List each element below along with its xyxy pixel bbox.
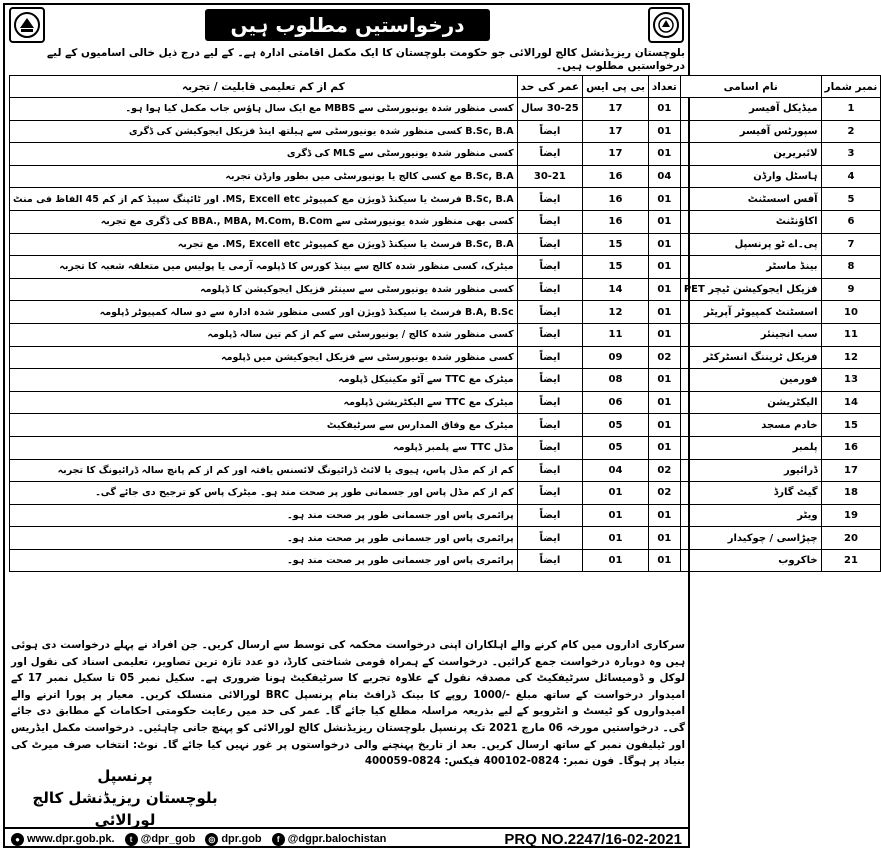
cell-qualification: کم از کم مڈل پاس اور جسمانی طور پر صحت مند ہو۔ میٹرک پاس کو ترجیح دی جائے گی۔ bbox=[10, 482, 518, 505]
cell-quantity: 02 bbox=[648, 482, 680, 505]
table-header-row bbox=[10, 76, 881, 98]
twitter-link[interactable] bbox=[125, 833, 196, 846]
cell-bps: 09 bbox=[583, 346, 649, 369]
cell-qualification: پرائمری پاس اور جسمانی طور پر صحت مند ہو۔ bbox=[10, 527, 518, 550]
cell-age-limit: ایضاً bbox=[517, 301, 582, 324]
cell-post-name: سپورٹس آفیسر bbox=[680, 120, 821, 143]
cell-sr: 18 bbox=[821, 482, 881, 505]
cell-qualification: B.Sc, B.A فرسٹ یا سیکنڈ ڈویژن مع کمپیوٹر MS, Excell etc. مع تجربہ bbox=[10, 233, 518, 256]
cell-qualification: کسی منظور شدہ یونیورسٹی سے فزیکل ایجوکیشن میں ڈپلومہ bbox=[10, 346, 518, 369]
cell-post-name: الیکٹریشن bbox=[680, 391, 821, 414]
cell-bps: 17 bbox=[583, 98, 649, 121]
cell-age-limit: ایضاً bbox=[517, 346, 582, 369]
cell-qualification: پرائمری پاس اور جسمانی طور پر صحت مند ہو۔ bbox=[10, 549, 518, 572]
cell-bps: 05 bbox=[583, 414, 649, 437]
cell-quantity: 01 bbox=[648, 436, 680, 459]
cell-quantity: 01 bbox=[648, 369, 680, 392]
cell-sr: 17 bbox=[821, 459, 881, 482]
cell-post-name: خادم مسجد bbox=[680, 414, 821, 437]
cell-qualification: میٹرک مع وفاق المدارس سے سرٹیفکیٹ bbox=[10, 414, 518, 437]
cell-qualification: میٹرک مع TTC سے آٹو مکینیکل ڈپلومہ bbox=[10, 369, 518, 392]
table-row bbox=[10, 165, 881, 188]
cell-age-limit: ایضاً bbox=[517, 391, 582, 414]
cell-quantity: 04 bbox=[648, 165, 680, 188]
header-sr: نمبر شمار bbox=[821, 76, 881, 98]
cell-sr: 14 bbox=[821, 391, 881, 414]
cell-bps: 16 bbox=[583, 210, 649, 233]
cell-qualification: مڈل TTC سے پلمبر ڈپلومہ bbox=[10, 436, 518, 459]
cell-post-name: فزیکل ایجوکیشن ٹیچر PET bbox=[680, 278, 821, 301]
cell-sr: 11 bbox=[821, 323, 881, 346]
social-links bbox=[11, 833, 396, 846]
cell-quantity: 01 bbox=[648, 323, 680, 346]
cell-age-limit: ایضاً bbox=[517, 210, 582, 233]
cell-post-name: ہاسٹل وارڈن bbox=[680, 165, 821, 188]
cell-qualification: کسی منظور شدہ یونیورسٹی سے MLS کی ڈگری bbox=[10, 143, 518, 166]
government-logo bbox=[648, 7, 684, 43]
college-logo bbox=[9, 7, 45, 43]
table-row bbox=[10, 323, 881, 346]
college-crest-icon bbox=[12, 10, 42, 40]
cell-quantity: 01 bbox=[648, 188, 680, 211]
cell-qualification: میٹرک مع TTC سے الیکٹریشن ڈپلومہ bbox=[10, 391, 518, 414]
cell-quantity: 01 bbox=[648, 120, 680, 143]
cell-sr: 9 bbox=[821, 278, 881, 301]
instagram-icon: ◎ bbox=[205, 833, 218, 846]
cell-sr: 16 bbox=[821, 436, 881, 459]
cell-sr: 21 bbox=[821, 549, 881, 572]
government-seal-icon bbox=[651, 10, 681, 40]
cell-sr: 19 bbox=[821, 504, 881, 527]
cell-bps: 17 bbox=[583, 143, 649, 166]
cell-qualification: B.Sc, B.A مع کسی کالج یا یونیورسٹی میں بطور وارڈن تجربہ bbox=[10, 165, 518, 188]
cell-bps: 17 bbox=[583, 120, 649, 143]
cell-sr: 7 bbox=[821, 233, 881, 256]
signature-title: پرنسپل bbox=[97, 767, 153, 785]
cell-bps: 08 bbox=[583, 369, 649, 392]
vacancy-table bbox=[9, 75, 881, 572]
cell-bps: 01 bbox=[583, 504, 649, 527]
twitter-text: @dpr_gob bbox=[140, 833, 196, 845]
cell-post-name: لائبریرین bbox=[680, 143, 821, 166]
table-row bbox=[10, 188, 881, 211]
table-row bbox=[10, 278, 881, 301]
cell-qualification: پرائمری پاس اور جسمانی طور پر صحت مند ہو۔ bbox=[10, 504, 518, 527]
cell-quantity: 02 bbox=[648, 459, 680, 482]
cell-bps: 15 bbox=[583, 256, 649, 279]
cell-post-name: میڈیکل آفیسر bbox=[680, 98, 821, 121]
cell-quantity: 01 bbox=[648, 549, 680, 572]
cell-sr: 10 bbox=[821, 301, 881, 324]
cell-age-limit: ایضاً bbox=[517, 436, 582, 459]
cell-post-name: سب انجینئر bbox=[680, 323, 821, 346]
cell-bps: 12 bbox=[583, 301, 649, 324]
cell-qualification: کسی منظور شدہ یونیورسٹی سے سینئر فزیکل ایجوکیشن کا ڈپلومہ bbox=[10, 278, 518, 301]
cell-bps: 16 bbox=[583, 165, 649, 188]
cell-post-name: آفس اسسٹنٹ bbox=[680, 188, 821, 211]
signature-organization: بلوچستان ریزیڈنشل کالج لورالائی bbox=[32, 789, 218, 829]
signature-block bbox=[25, 765, 225, 831]
cell-post-name: گیٹ گارڈ bbox=[680, 482, 821, 505]
cell-sr: 1 bbox=[821, 98, 881, 121]
cell-age-limit: ایضاً bbox=[517, 188, 582, 211]
cell-qualification: B.A, B.Sc فرسٹ یا سیکنڈ ڈویژن اور کسی منظور شدہ ادارہ سے دو سالہ کمپیوٹر ڈپلومہ bbox=[10, 301, 518, 324]
header-age: عمر کی حد bbox=[517, 76, 582, 98]
cell-qualification: میٹرک، کسی منظور شدہ کالج سے بینڈ کورس کا ڈپلومہ آرمی یا پولیس میں متعلقہ شعبہ کا تجربہ bbox=[10, 256, 518, 279]
cell-quantity: 01 bbox=[648, 233, 680, 256]
cell-sr: 2 bbox=[821, 120, 881, 143]
cell-quantity: 01 bbox=[648, 98, 680, 121]
cell-qualification: کسی منظور شدہ کالج / یونیورسٹی سے کم از کم تین سالہ ڈپلومہ bbox=[10, 323, 518, 346]
table-row bbox=[10, 459, 881, 482]
cell-age-limit: 30-25 سال bbox=[517, 98, 582, 121]
cell-quantity: 01 bbox=[648, 504, 680, 527]
cell-post-name: خاکروب bbox=[680, 549, 821, 572]
cell-post-name: ویٹر bbox=[680, 504, 821, 527]
cell-sr: 5 bbox=[821, 188, 881, 211]
cell-post-name: پلمبر bbox=[680, 436, 821, 459]
globe-icon: ● bbox=[11, 833, 24, 846]
cell-quantity: 01 bbox=[648, 143, 680, 166]
table-row bbox=[10, 346, 881, 369]
instagram-link[interactable] bbox=[205, 833, 261, 846]
page-title: درخواستیں مطلوب ہیں bbox=[205, 9, 490, 41]
table-row bbox=[10, 391, 881, 414]
cell-age-limit: 30-21 bbox=[517, 165, 582, 188]
cell-sr: 3 bbox=[821, 143, 881, 166]
cell-bps: 15 bbox=[583, 233, 649, 256]
cell-age-limit: ایضاً bbox=[517, 549, 582, 572]
table-row bbox=[10, 98, 881, 121]
cell-post-name: فورمین bbox=[680, 369, 821, 392]
facebook-icon: f bbox=[272, 833, 285, 846]
cell-quantity: 01 bbox=[648, 210, 680, 233]
cell-age-limit: ایضاً bbox=[517, 459, 582, 482]
cell-age-limit: ایضاً bbox=[517, 323, 582, 346]
twitter-icon: t bbox=[125, 833, 138, 846]
cell-bps: 05 bbox=[583, 436, 649, 459]
cell-quantity: 01 bbox=[648, 278, 680, 301]
table-row bbox=[10, 436, 881, 459]
cell-age-limit: ایضاً bbox=[517, 233, 582, 256]
cell-sr: 8 bbox=[821, 256, 881, 279]
cell-post-name: فزیکل ٹریننگ انسٹرکٹر bbox=[680, 346, 821, 369]
cell-bps: 04 bbox=[583, 459, 649, 482]
table-row bbox=[10, 549, 881, 572]
header-bps: بی پی ایس bbox=[583, 76, 649, 98]
cell-age-limit: ایضاً bbox=[517, 527, 582, 550]
cell-sr: 12 bbox=[821, 346, 881, 369]
cell-age-limit: ایضاً bbox=[517, 120, 582, 143]
terms-text: سرکاری اداروں میں کام کرنے والے اہلکاران اپنی درخواست محکمہ کی توسط سے ارسال کریں۔ جن افراد نے پہلے درخواست دی ہوئی ہیں وہ دوبارہ درخواست جمع کرائیں۔ درخواست کے ہمراہ قومی شناختی کارڈ، دو عدد تازہ ترین تصاویر، تعلیمی اسناد کی نقول اور لوکل و ڈومیسائل سرٹیفکیٹ کی مصدقہ نقول کے علاوہ تجربے کا سرٹیفکیٹ ہونا ضروری ہے۔ سکیل نمبر 05 تا سکیل نمبر 17 کے امیدوار درخواست کے ساتھ مبلغ -/1000 روپے کا بینک ڈرافٹ بنام پرنسپل BRC لورالائی منسلک کریں۔ معیار پر پورا اترنے والے امیدواروں کو ٹیسٹ و انٹرویو کے لیے بذریعہ مراسلہ مطلع کیا جائے گا۔ عمر کی حد میں رعایت حکومتی احکامات کے مطابق دی جائے گی۔ درخواستیں مورخہ 06 مارچ 2021 تک پرنسپل بلوچستان ریزیڈنشل کالج لورالائی کو پہنچ جانی چاہئیں۔ درخواست مکمل ایڈریس اور ٹیلیفون نمبر کے ساتھ ارسال کریں۔ بعد از تاریخ پہنچنے والی درخواستوں پر غور نہیں کیا جائے گا۔ نوٹ: انتخاب صرف میرٹ کی بنیاد پر ہوگا۔ فون نمبر: 0824-400102 فیکس: 0824-400059 bbox=[11, 639, 685, 768]
cell-post-name: بینڈ ماسٹر bbox=[680, 256, 821, 279]
website-link[interactable] bbox=[11, 833, 115, 846]
table-row bbox=[10, 256, 881, 279]
cell-sr: 15 bbox=[821, 414, 881, 437]
cell-sr: 6 bbox=[821, 210, 881, 233]
cell-quantity: 02 bbox=[648, 346, 680, 369]
table-row bbox=[10, 369, 881, 392]
cell-age-limit: ایضاً bbox=[517, 369, 582, 392]
table-row bbox=[10, 120, 881, 143]
instagram-text: dpr.gob bbox=[221, 833, 262, 845]
table-row bbox=[10, 143, 881, 166]
cell-age-limit: ایضاً bbox=[517, 504, 582, 527]
bottom-bar bbox=[5, 827, 688, 849]
cell-post-name: چپڑاسی / چوکیدار bbox=[680, 527, 821, 550]
table-row bbox=[10, 414, 881, 437]
cell-quantity: 01 bbox=[648, 414, 680, 437]
cell-bps: 11 bbox=[583, 323, 649, 346]
cell-qualification: کسی بھی منظور شدہ یونیورسٹی سے BBA., MBA, M.Com, B.Com کی ڈگری مع تجربہ bbox=[10, 210, 518, 233]
cell-bps: 14 bbox=[583, 278, 649, 301]
table-row bbox=[10, 527, 881, 550]
advertisement-page bbox=[3, 3, 878, 848]
cell-quantity: 01 bbox=[648, 391, 680, 414]
cell-post-name: ڈرائیور bbox=[680, 459, 821, 482]
cell-qualification: B.Sc, B.A فرسٹ یا سیکنڈ ڈویژن مع کمپیوٹر MS, Excell etc. اور ٹائپنگ سپیڈ کم از کم 45 الفاظ فی منٹ bbox=[10, 188, 518, 211]
website-text: www.dpr.gob.pk. bbox=[27, 833, 115, 845]
cell-qualification: B.Sc, B.A کسی منظور شدہ یونیورسٹی سے ہیلتھ اینڈ فزیکل ایجوکیشن کی ڈگری bbox=[10, 120, 518, 143]
cell-sr: 13 bbox=[821, 369, 881, 392]
cell-quantity: 01 bbox=[648, 301, 680, 324]
cell-age-limit: ایضاً bbox=[517, 278, 582, 301]
prq-number: PRQ NO.2247/16-02-2021 bbox=[504, 830, 682, 848]
cell-qualification: کم از کم مڈل پاس، ہیوی یا لائٹ ڈرائیونگ لائسنس یافتہ اور کم از کم پانچ سالہ ڈرائیونگ کا تجربہ bbox=[10, 459, 518, 482]
cell-bps: 06 bbox=[583, 391, 649, 414]
header-qualification: کم از کم تعلیمی قابلیت / تجربہ bbox=[10, 76, 518, 98]
header-qty: تعداد bbox=[648, 76, 680, 98]
cell-post-name: پی۔اے ٹو پرنسپل bbox=[680, 233, 821, 256]
cell-bps: 01 bbox=[583, 549, 649, 572]
cell-sr: 4 bbox=[821, 165, 881, 188]
cell-age-limit: ایضاً bbox=[517, 414, 582, 437]
cell-bps: 01 bbox=[583, 482, 649, 505]
cell-qualification: کسی منظور شدہ یونیورسٹی سے MBBS مع ایک سال ہاؤس جاب مکمل کیا ہوا ہو۔ bbox=[10, 98, 518, 121]
cell-bps: 16 bbox=[583, 188, 649, 211]
cell-bps: 01 bbox=[583, 527, 649, 550]
cell-quantity: 01 bbox=[648, 256, 680, 279]
header bbox=[5, 5, 688, 45]
table-row bbox=[10, 301, 881, 324]
cell-post-name: اکاؤنٹنٹ bbox=[680, 210, 821, 233]
header-name: نام اسامی bbox=[680, 76, 821, 98]
table-row bbox=[10, 504, 881, 527]
cell-post-name: اسسٹنٹ کمپیوٹر آپریٹر bbox=[680, 301, 821, 324]
table-row bbox=[10, 233, 881, 256]
cell-age-limit: ایضاً bbox=[517, 143, 582, 166]
facebook-text: @dgpr.balochistan bbox=[287, 833, 387, 845]
table-row bbox=[10, 482, 881, 505]
cell-age-limit: ایضاً bbox=[517, 256, 582, 279]
table-row bbox=[10, 210, 881, 233]
intro-text: بلوچستان ریزیڈنشل کالج لورالائی جو حکومت بلوچستان کا ایک مکمل اقامتی ادارہ ہے۔ کے لیے درج ذیل خالی اسامیوں کے لیے درخواستیں مطلوب ہیں۔ bbox=[47, 47, 685, 72]
facebook-link[interactable] bbox=[272, 833, 387, 846]
cell-age-limit: ایضاً bbox=[517, 482, 582, 505]
cell-sr: 20 bbox=[821, 527, 881, 550]
cell-quantity: 01 bbox=[648, 527, 680, 550]
